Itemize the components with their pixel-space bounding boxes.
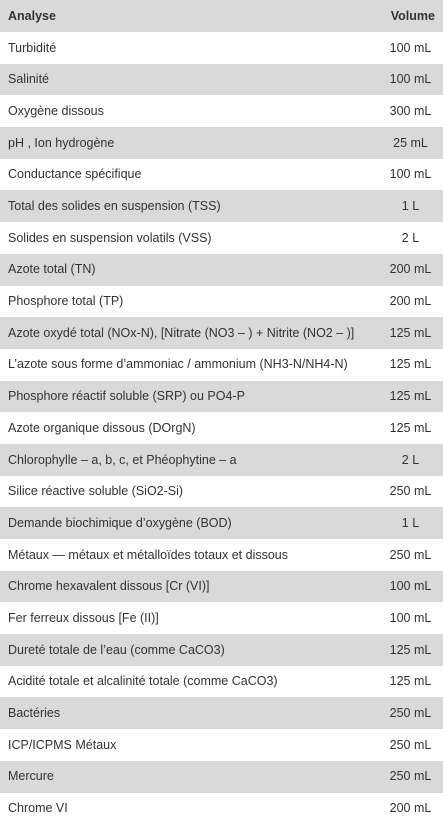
volume-cell: 1 L <box>378 507 443 539</box>
column-header-analyse: Analyse <box>0 0 378 32</box>
table-row <box>0 476 443 508</box>
volume-cell: 125 mL <box>378 666 443 698</box>
table-row <box>0 729 443 761</box>
volume-cell: 100 mL <box>378 64 443 96</box>
table-row <box>0 507 443 539</box>
table-row <box>0 349 443 381</box>
analyse-cell: Azote total (TN) <box>0 254 378 286</box>
analyse-cell: Mercure <box>0 761 378 793</box>
table-row <box>0 666 443 698</box>
analyse-cell: Phosphore réactif soluble (SRP) ou PO4-P <box>0 381 378 413</box>
table-row <box>0 317 443 349</box>
table-header <box>0 0 443 32</box>
analyse-cell: Acidité totale et alcalinité totale (comme CaCO3) <box>0 666 378 698</box>
table-row <box>0 412 443 444</box>
analyse-cell: Silice réactive soluble (SiO2-Si) <box>0 476 378 508</box>
analyse-cell: Dureté totale de l’eau (comme CaCO3) <box>0 634 378 666</box>
table-row <box>0 190 443 222</box>
analyse-cell: Chrome VI <box>0 793 378 824</box>
analyse-cell: Conductance spécifique <box>0 159 378 191</box>
analyse-cell: Métaux — métaux et métalloïdes totaux et dissous <box>0 539 378 571</box>
table-row <box>0 95 443 127</box>
volume-cell: 100 mL <box>378 571 443 603</box>
analyse-cell: Azote organique dissous (DOrgN) <box>0 412 378 444</box>
analyse-cell: Oxygène dissous <box>0 95 378 127</box>
volume-cell: 125 mL <box>378 381 443 413</box>
table-row <box>0 571 443 603</box>
analyse-cell: Azote oxydé total (NOx-N), [Nitrate (NO3 – ) + Nitrite (NO2 – )] <box>0 317 378 349</box>
table-row <box>0 381 443 413</box>
analyse-cell: pH , Ion hydrogène <box>0 127 378 159</box>
volume-cell: 125 mL <box>378 317 443 349</box>
analyse-cell: Fer ferreux dissous [Fe (II)] <box>0 602 378 634</box>
volume-cell: 300 mL <box>378 95 443 127</box>
volume-cell: 250 mL <box>378 729 443 761</box>
volume-cell: 250 mL <box>378 761 443 793</box>
volume-cell: 100 mL <box>378 32 443 64</box>
table-row <box>0 159 443 191</box>
volume-cell: 125 mL <box>378 412 443 444</box>
table-row <box>0 602 443 634</box>
analyse-cell: Phosphore total (TP) <box>0 286 378 318</box>
table-row <box>0 32 443 64</box>
analyse-cell: Turbidité <box>0 32 378 64</box>
volume-cell: 125 mL <box>378 349 443 381</box>
analyse-cell: L’azote sous forme d’ammoniac / ammonium (NH3-N/NH4-N) <box>0 349 378 381</box>
volume-cell: 100 mL <box>378 159 443 191</box>
analyse-cell: Chlorophylle – a, b, c, et Phéophytine – a <box>0 444 378 476</box>
analyse-cell: Salinité <box>0 64 378 96</box>
table-row <box>0 64 443 96</box>
volume-cell: 200 mL <box>378 254 443 286</box>
table-row <box>0 697 443 729</box>
table-row <box>0 286 443 318</box>
volume-cell: 200 mL <box>378 286 443 318</box>
volume-cell: 100 mL <box>378 602 443 634</box>
analyse-cell: Chrome hexavalent dissous [Cr (VI)] <box>0 571 378 603</box>
table-row <box>0 793 443 824</box>
table-row <box>0 634 443 666</box>
table-row <box>0 761 443 793</box>
column-header-volume: Volume <box>378 0 443 32</box>
table-row <box>0 254 443 286</box>
volume-cell: 2 L <box>378 444 443 476</box>
table-row <box>0 444 443 476</box>
analyse-cell: Bactéries <box>0 697 378 729</box>
volume-cell: 250 mL <box>378 539 443 571</box>
table-row <box>0 539 443 571</box>
volume-cell: 250 mL <box>378 476 443 508</box>
volume-cell: 25 mL <box>378 127 443 159</box>
table-row <box>0 222 443 254</box>
volume-cell: 1 L <box>378 190 443 222</box>
analyse-cell: ICP/ICPMS Métaux <box>0 729 378 761</box>
analyse-cell: Total des solides en suspension (TSS) <box>0 190 378 222</box>
table-body <box>0 32 443 824</box>
table-row <box>0 127 443 159</box>
analyse-cell: Solides en suspension volatils (VSS) <box>0 222 378 254</box>
volume-cell: 250 mL <box>378 697 443 729</box>
analyse-cell: Demande biochimique d’oxygène (BOD) <box>0 507 378 539</box>
volume-cell: 125 mL <box>378 634 443 666</box>
table-header-row <box>0 0 443 32</box>
volume-cell: 200 mL <box>378 793 443 824</box>
volume-cell: 2 L <box>378 222 443 254</box>
